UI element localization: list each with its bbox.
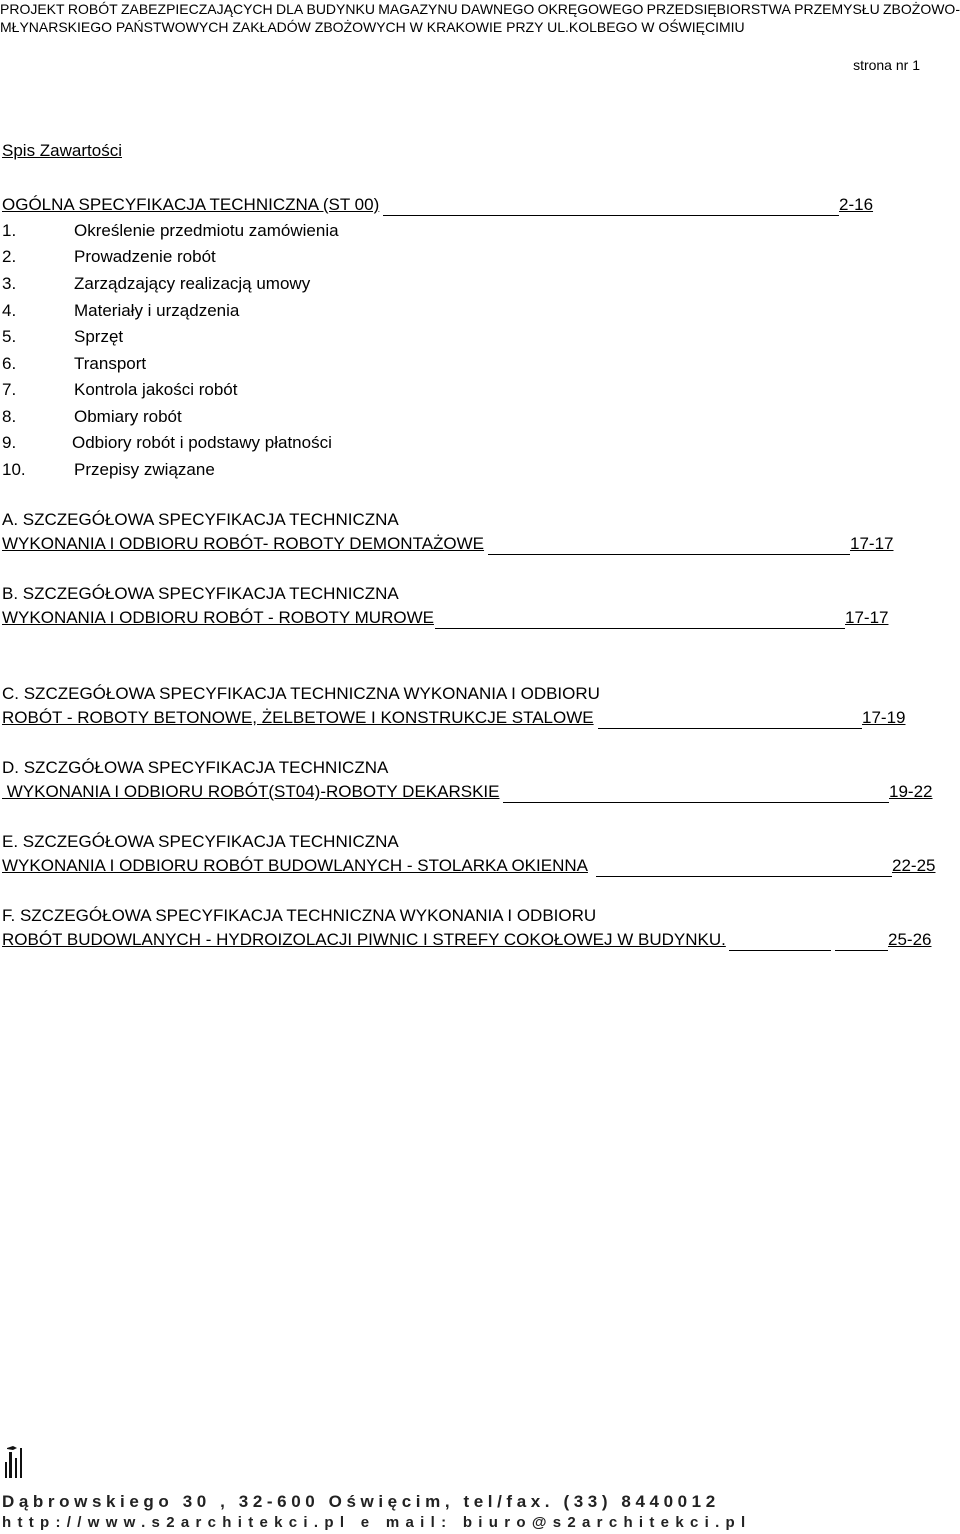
toc-general-entry[interactable]: [2, 194, 379, 216]
toc-item[interactable]: [2, 459, 215, 481]
section-e-line2[interactable]: WYKONANIA I ODBIORU ROBÓT BUDOWLANYCH - STOLARKA OKIENNA: [2, 856, 588, 875]
s2-architekci-logo-icon: [4, 1444, 28, 1485]
section-b-line1: B. SZCZEGÓŁOWA SPECYFIKACJA TECHNICZNA: [2, 584, 399, 603]
item-number: 5.: [2, 327, 17, 346]
toc-general-pages: 2-16: [839, 195, 874, 214]
item-number: 1.: [2, 221, 17, 240]
section-b-pages: 17-17: [845, 608, 889, 627]
leader-line: [729, 950, 831, 951]
item-label: Kontrola jakości robót: [74, 380, 238, 399]
toc-title: Spis Zawartości: [2, 141, 122, 160]
header-word: MAGAZYNU: [378, 1, 458, 17]
item-number: 4.: [2, 301, 17, 320]
section-c-line1: C. SZCZEGÓŁOWA SPECYFIKACJA TECHNICZNA WYKONANIA I ODBIORU: [2, 684, 600, 703]
header-word: ZABEZPIECZAJĄCYCH: [120, 1, 273, 17]
header-word: PROJEKT: [0, 1, 65, 17]
toc-item[interactable]: [2, 300, 239, 322]
footer-web-email: http://www.s2architekci.pl e mail: biuro@s2architekci.pl: [2, 1514, 752, 1531]
leader-line: [835, 950, 888, 951]
header-word: BUDYNKU: [306, 1, 375, 17]
item-number: 3.: [2, 274, 17, 293]
toc-item[interactable]: [2, 379, 237, 401]
item-label: Materiały i urządzenia: [74, 301, 240, 320]
item-label: Przepisy związane: [74, 460, 215, 479]
leader-line: [503, 802, 889, 803]
header-word: PRZEDSIĘBIORSTWA: [646, 1, 791, 17]
item-label: Obmiary robót: [74, 407, 182, 426]
toc-item[interactable]: [2, 406, 182, 428]
item-label: Odbiory robót i podstawy płatności: [72, 433, 332, 452]
footer-address: Dąbrowskiego 30 , 32-600 Oświęcim, tel/fax. (33) 8440012: [2, 1492, 720, 1511]
section-b-line2[interactable]: WYKONANIA I ODBIORU ROBÓT - ROBOTY MUROWE: [2, 608, 434, 627]
item-number: 2.: [2, 247, 17, 266]
header-word: PRZEMYSŁU: [794, 1, 880, 17]
leader-line: [435, 628, 845, 629]
section-a-pages: 17-17: [850, 534, 894, 553]
header-line-1: [0, 0, 960, 18]
toc-item[interactable]: [2, 432, 332, 454]
header-line-2: MŁYNARSKIEGO PAŃSTWOWYCH ZAKŁADÓW ZBOŻOWYCH W KRAKOWIE PRZY UL.KOLBEGO W OŚWIĘCIMIU: [0, 19, 745, 35]
header-word: ZBOŻOWO-: [883, 1, 960, 17]
toc-item[interactable]: [2, 246, 216, 268]
leader-line: [598, 728, 862, 729]
item-number: 6.: [2, 354, 17, 373]
section-f-line2[interactable]: ROBÓT BUDOWLANYCH - HYDROIZOLACJI PIWNIC I STREFY COKOŁOWEJ W BUDYNKU.: [2, 930, 726, 949]
leader-line: [488, 554, 850, 555]
header-word: ROBÓT: [67, 1, 118, 17]
header-word: DAWNEGO: [460, 1, 535, 17]
header-word: OKRĘGOWEGO: [537, 1, 644, 17]
leader-line: [596, 876, 892, 877]
item-number: 7.: [2, 380, 17, 399]
toc-item[interactable]: [2, 273, 310, 295]
toc-general-label: OGÓLNA SPECYFIKACJA TECHNICZNA (ST 00): [2, 195, 380, 214]
item-label: Sprzęt: [74, 327, 124, 346]
section-d-pages: 19-22: [889, 782, 933, 801]
item-label: Zarządzający realizacją umowy: [74, 274, 311, 293]
section-a-line1: A. SZCZEGÓŁOWA SPECYFIKACJA TECHNICZNA: [2, 510, 399, 529]
item-label: Transport: [74, 354, 147, 373]
header-word: DLA: [275, 1, 304, 17]
toc-item[interactable]: [2, 220, 339, 242]
section-d-line2[interactable]: WYKONANIA I ODBIORU ROBÓT(ST04)-ROBOTY DEKARSKIE: [2, 782, 500, 801]
section-e-pages: 22-25: [892, 856, 936, 875]
item-number: 9.: [2, 433, 17, 452]
section-a-line2[interactable]: WYKONANIA I ODBIORU ROBÓT- ROBOTY DEMONTAŻOWE: [2, 534, 485, 553]
item-number: 8.: [2, 407, 17, 426]
item-label: Prowadzenie robót: [74, 247, 216, 266]
item-number: 10.: [2, 460, 26, 479]
page-number: strona nr 1: [853, 57, 920, 73]
toc-item[interactable]: [2, 326, 123, 348]
leader-line: [383, 215, 839, 216]
section-c-pages: 17-19: [862, 708, 906, 727]
section-d-line1: D. SZCZGÓŁOWA SPECYFIKACJA TECHNICZNA: [2, 758, 389, 777]
section-e-line1: E. SZCZEGÓŁOWA SPECYFIKACJA TECHNICZNA: [2, 832, 399, 851]
toc-item[interactable]: [2, 353, 146, 375]
section-f-pages: 25-26: [888, 930, 932, 949]
section-c-line2[interactable]: ROBÓT - ROBOTY BETONOWE, ŻELBETOWE I KONSTRUKCJE STALOWE: [2, 708, 594, 727]
section-f-line1: F. SZCZEGÓŁOWA SPECYFIKACJA TECHNICZNA WYKONANIA I ODBIORU: [2, 906, 597, 925]
item-label: Określenie przedmiotu zamówienia: [74, 221, 339, 240]
